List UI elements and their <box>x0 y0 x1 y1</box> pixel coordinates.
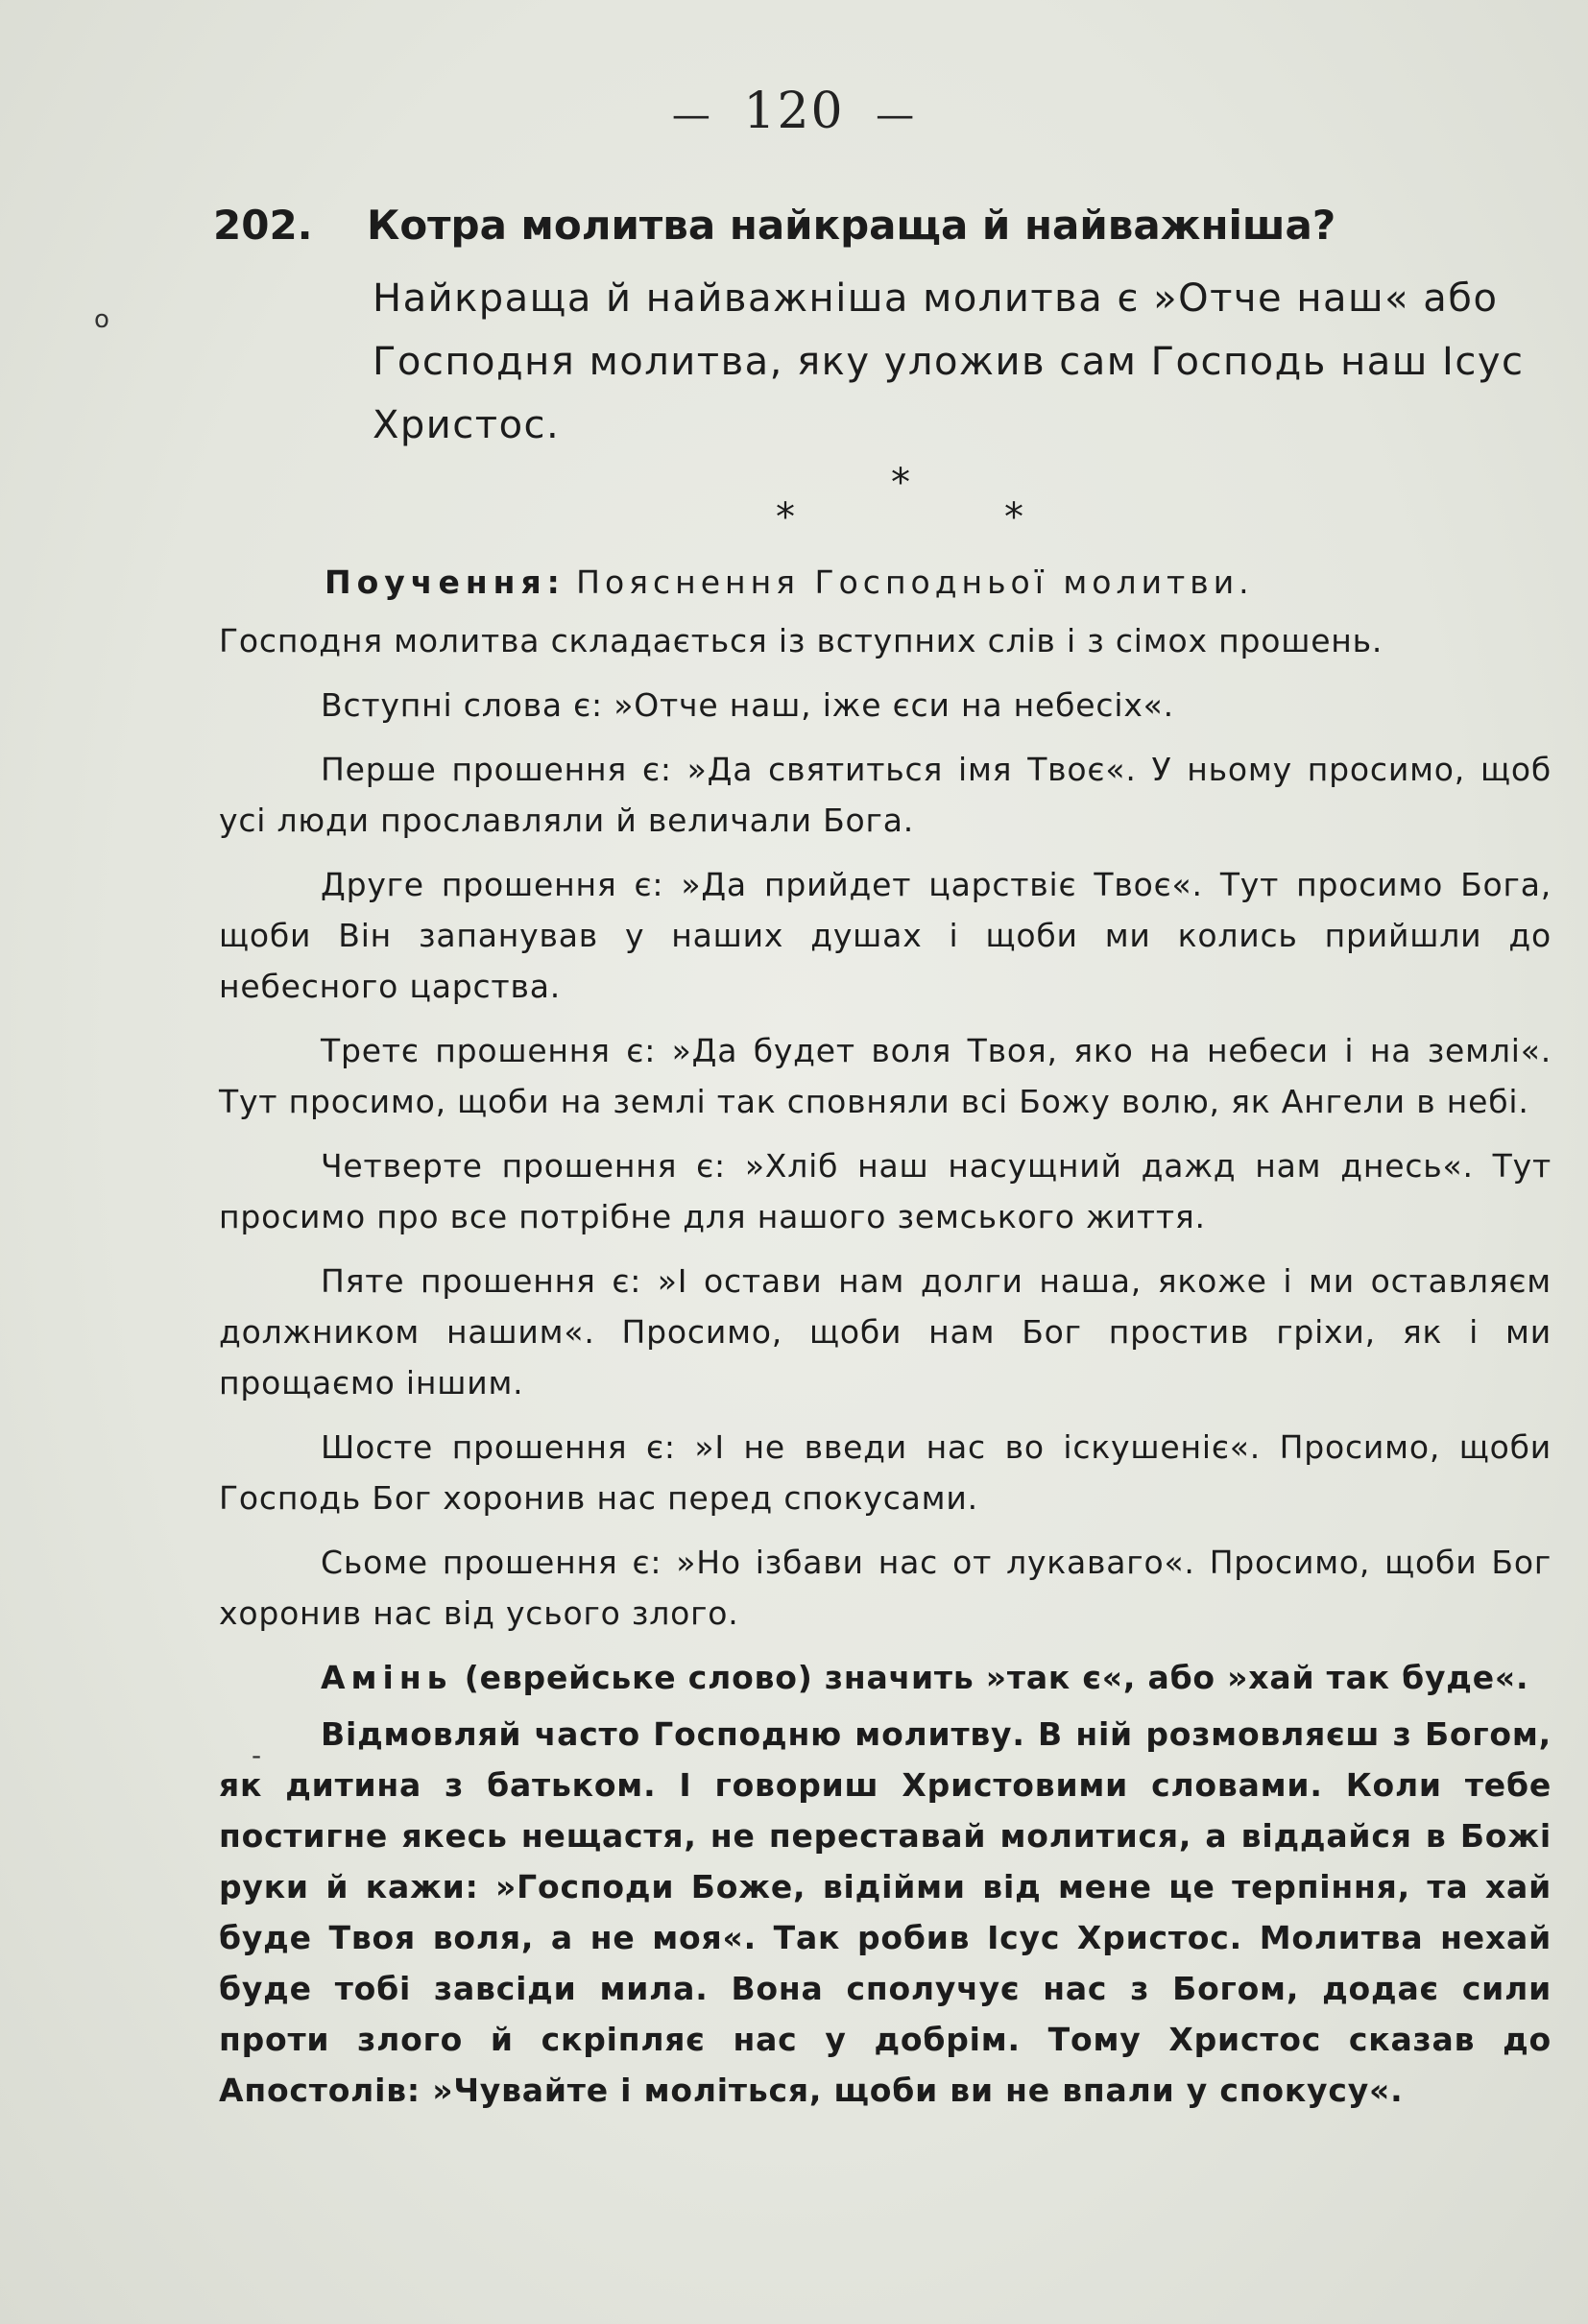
page-number-dash-left: — <box>671 92 712 137</box>
teaching-subheading: Пояснення Господньої молитви. <box>576 563 1254 601</box>
question-heading <box>213 202 1557 250</box>
page-number <box>0 83 1588 140</box>
separator-star-left: * <box>776 495 795 539</box>
teaching-paragraph: Сьоме прошення є: »Но ізбави нас от лукаваго«. Просимо, щоби Бог хоронив нас від усього злого. <box>219 1544 1552 1632</box>
question-text: Котра молитва найкраща й найважніша? <box>367 202 1336 249</box>
teaching-paragraph: Пяте прошення є: »І остави нам долги наша, якоже і ми оставляєм должником нашим«. Просимо, щоби нам Бог простив гріхи, як і ми прощаємо іншим. <box>219 1262 1552 1402</box>
answer-text: Найкраща й найважніша молитва є »Отче наш« або Господня молитва, яку уложив сам Господь наш Ісус Христос. <box>373 276 1525 447</box>
teaching-paragraph: Друге прошення є: »Да прийдет царствіє Твоє«. Тут просимо Бога, щоби Він запанував у наших душах і щоби ми колись прийшли до небесного царства. <box>219 866 1552 1005</box>
teaching-paragraph: Третє прошення є: »Да будет воля Твоя, яко на небеси і на землі«. Тут просимо, щоби на землі так сповняли всі Божу волю, як Ангели в небі. <box>219 1032 1552 1120</box>
teaching-paragraph: Вступні слова є: »Отче наш, іже єси на небесіх«. <box>321 686 1174 724</box>
teaching-paragraph: Четверте прошення є: »Хліб наш насущний дажд нам днесь«. Тут просимо про все потрібне для нашого земського життя. <box>219 1147 1552 1235</box>
section-separator <box>0 461 1588 538</box>
margin-dash-mark: - <box>252 1739 262 1771</box>
closing-paragraph: Відмовляй часто Господню молитву. В ній розмовляєш з Богом, як дитина з батьком. І говориш Христовими словами. Коли тебе постигне якесь нещастя, не переставай молитися, а віддайся в Божі руки й кажи: »Господи Боже, відійми від мене це терпіння, та хай буде Твоя воля, а не моя«. Так робив Ісус Христос. Молитва нехай буде тобі завсіди мила. Вона сполучує нас з Богом, додає сили проти злого й скріпляє нас у добрім. Тому Христос сказав до Апостолів: »Чувайте і моліться, щоби ви не впали у спокусу«. <box>219 1715 1552 2109</box>
teaching-heading-line <box>219 557 1552 608</box>
question-number: 202. <box>213 202 313 249</box>
teaching-paragraph: Шосте прошення є: »І не введи нас во іскушеніє«. Просимо, щоби Господь Бог хоронив нас перед спокусами. <box>219 1428 1552 1517</box>
amen-word: Амінь <box>321 1659 453 1696</box>
amen-text: (еврейське слово) значить »так є«, або »хай так буде«. <box>464 1659 1529 1696</box>
teaching-intro: Господня молитва складається із вступних слів і з сімох прошень. <box>219 622 1383 659</box>
teaching-heading: Поучення: <box>325 563 565 601</box>
teaching-section <box>219 557 1552 2129</box>
separator-star-right: * <box>1004 495 1023 539</box>
page-number-value: 120 <box>743 83 845 140</box>
page-number-dash-right: — <box>876 92 917 137</box>
margin-ring-mark: o <box>94 305 109 334</box>
teaching-paragraph: Перше прошення є: »Да святиться імя Твоє«. У ньому просимо, щоб усі люди прославляли й величали Бога. <box>219 751 1552 839</box>
amen-paragraph <box>219 1652 1552 1703</box>
separator-star-top: * <box>891 461 910 505</box>
